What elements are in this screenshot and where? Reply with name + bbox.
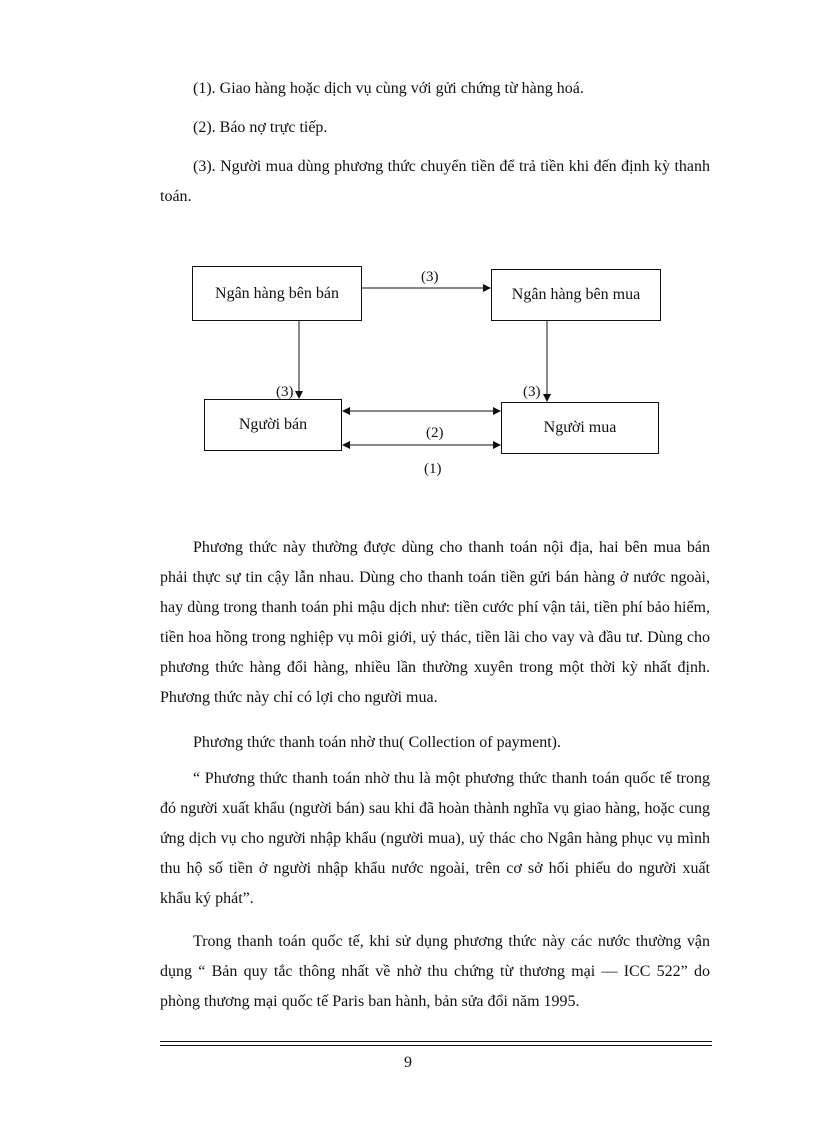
list-item-3: (3). Người mua dùng phương thức chuyển tiền để trả tiền khi đến định kỳ thanh toán. [160,158,710,205]
paragraph-domestic-use: Phương thức này thường được dùng cho thanh toán nội địa, hai bên mua bán phải thực sự tin cậy lẫn nhau. Dùng cho thanh toán tiền gửi bán hàng ở nước ngoài, hay dùng trong thanh toán phi mậu dịch như: tiền cước phí vận tải, tiền phí bảo hiểm, tiền hoa hồng trong nghiệp vụ môi giới, uỷ thác, tiền lãi cho vay và đầu tư. Dùng cho phương thức hàng đổi hàng, nhiều lần thường xuyên trong một thời kỳ nhất định. Phương thức này chỉ có lợi cho người mua. [160,539,710,706]
diagram-arrows [0,255,816,495]
paragraph-collection-heading: Phương thức thanh toán nhờ thu( Collection of payment). [193,734,561,751]
label-bank-transfer: (3) [421,269,439,285]
paragraph-icc-522: Trong thanh toán quốc tế, khi sử dụng phương thức này các nước thường vận dụng “ Bản quy tắc thông nhất về nhờ thu chứng từ thương mại — ICC 522” do phòng thương mại quốc tế Paris ban hành, bản sửa đổi năm 1995. [160,933,710,1010]
buyer-bank-box: Ngân hàng bên mua [491,269,661,321]
seller-box: Người bán [204,399,342,451]
paragraph-collection-definition: “ Phương thức thanh toán nhờ thu là một phương thức thanh toán quốc tế trong đó người xuất khẩu (người bán) sau khi đã hoàn thành nghĩa vụ giao hàng, hoặc cung ứng dịch vụ cho người nhập khẩu (người mua), uỷ thác cho Ngân hàng phục vụ mình thu hộ số tiền ở người nhập khẩu nước ngoài, trên cơ sở hối phiếu do người xuất khẩu ký phát”. [160,770,710,907]
seller-bank-box: Ngân hàng bên bán [192,266,362,321]
footer-rule-top [160,1041,712,1042]
footer-rule-bottom [160,1045,712,1046]
label-seller-down: (3) [276,384,294,400]
page-number: 9 [404,1054,412,1071]
label-middle: (2) [426,425,444,441]
list-item-2: (2). Báo nợ trực tiếp. [193,119,328,136]
payment-flow-diagram [0,255,816,495]
label-buyer-down: (3) [523,384,541,400]
list-item-1: (1). Giao hàng hoặc dịch vụ cùng với gửi chứng từ hàng hoá. [193,80,584,97]
buyer-box: Người mua [501,402,659,454]
label-bottom: (1) [424,461,442,477]
